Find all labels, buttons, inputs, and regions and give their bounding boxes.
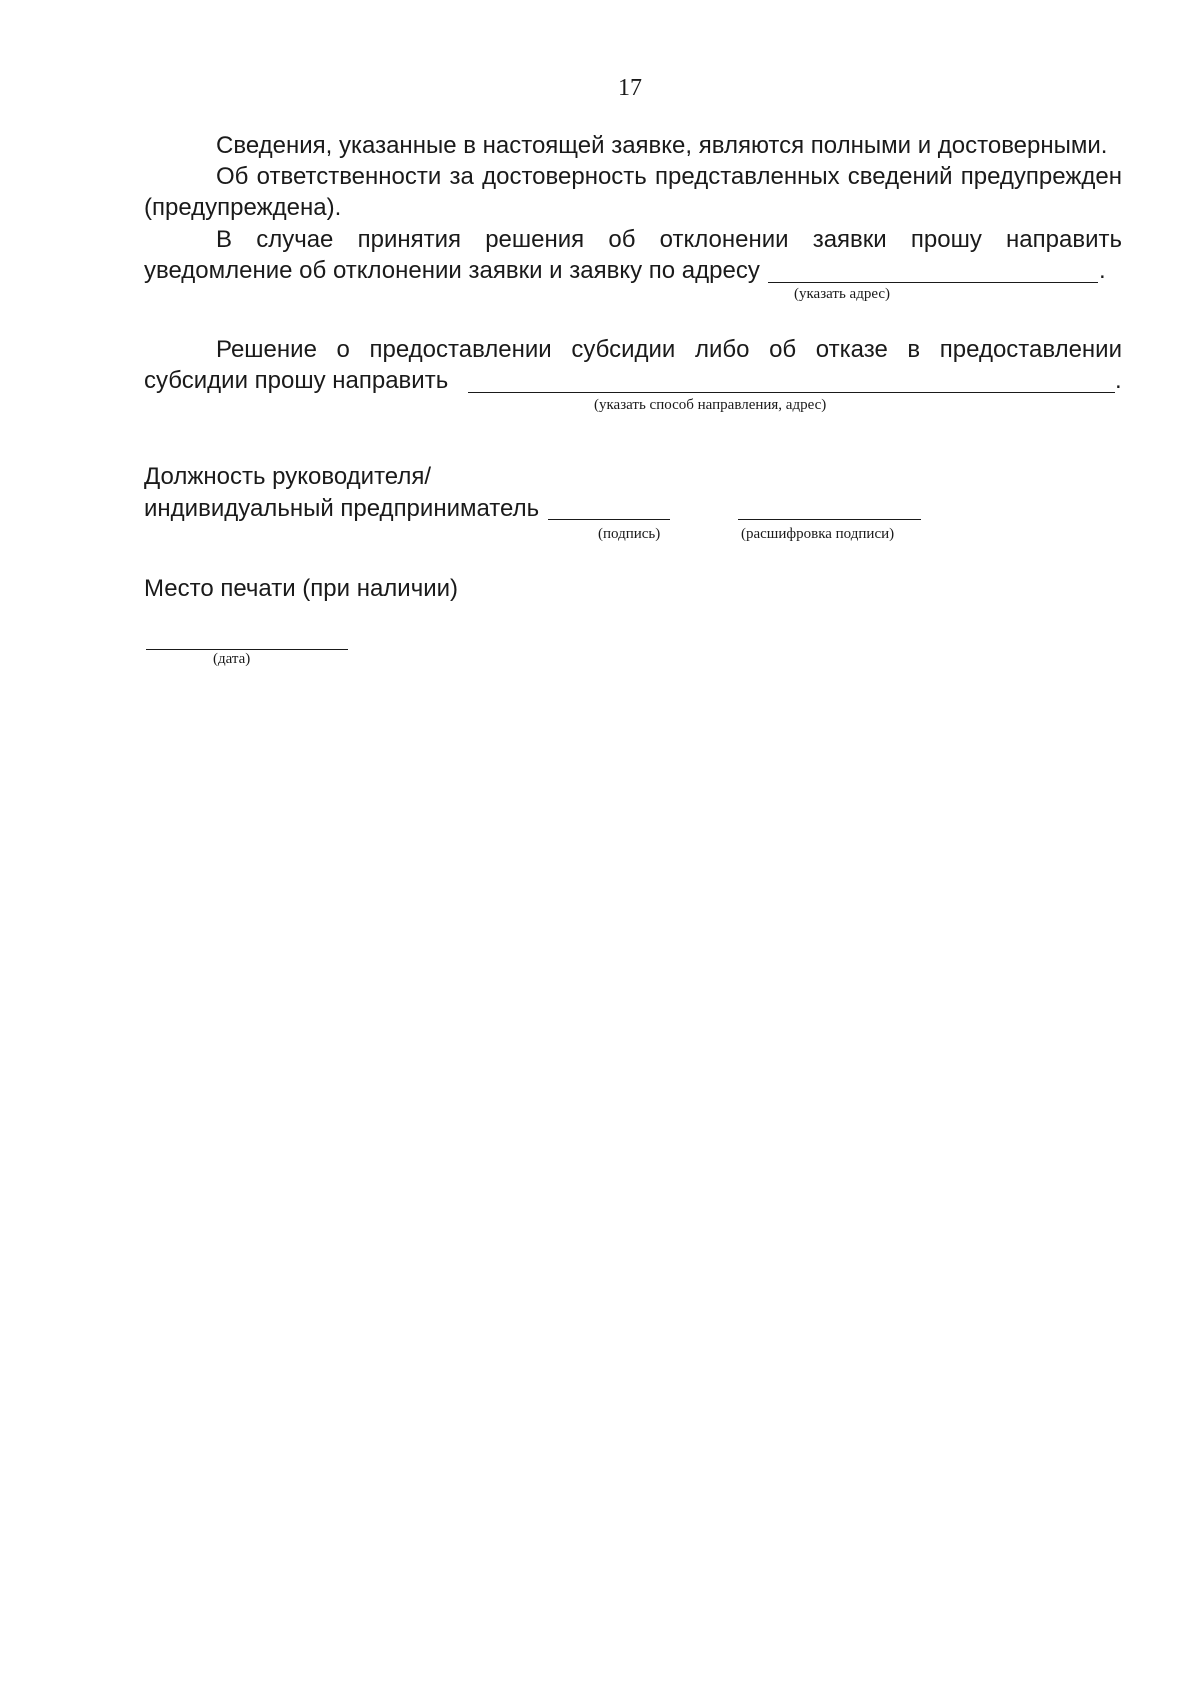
position-label-line2: индивидуальный предприниматель [144,495,540,522]
seal-label: Место печати (при наличии) [144,575,459,602]
signature-hint: (подпись) [598,526,661,542]
signature-decoding-field-line[interactable] [738,519,921,520]
paragraph-decision-line2: субсидии прошу направить [144,367,449,394]
date-hint: (дата) [213,651,251,667]
paragraph-rejection-line1: В случае принятия решения об отклонении заявки прошу направить [216,226,1122,253]
period: . [1115,367,1122,394]
delivery-method-field-line[interactable] [468,392,1115,393]
paragraph-responsibility-line2: (предупреждена). [144,194,342,221]
period: . [1099,257,1106,284]
delivery-method-hint: (указать способ направления, адрес) [594,397,827,413]
paragraph-rejection-line2: уведомление об отклонении заявки и заявку по адресу [144,257,760,284]
address-field-line[interactable] [768,282,1098,283]
paragraph-decision-line1: Решение о предоставлении субсидии либо об отказе в предоставлении [216,336,1122,363]
signature-decoding-hint: (расшифровка подписи) [741,526,895,542]
signature-field-line[interactable] [548,519,670,520]
paragraph-responsibility-line1: Об ответственности за достоверность представленных сведений предупрежден [216,163,1122,190]
paragraph-accuracy: Сведения, указанные в настоящей заявке, являются полными и достоверными. [216,132,1108,159]
address-hint: (указать адрес) [794,286,891,302]
page-number: 17 [618,75,642,101]
position-label-line1: Должность руководителя/ [144,463,432,490]
